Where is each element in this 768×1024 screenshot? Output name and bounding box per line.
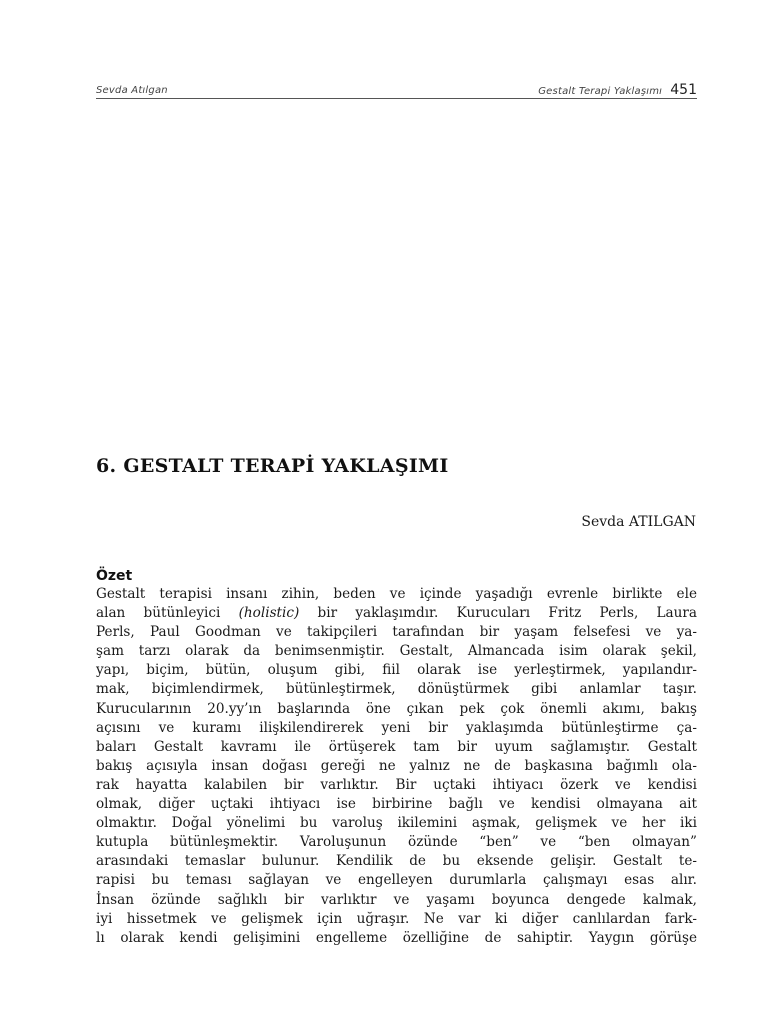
abstract-line: açısını ve kuramı ilişkilendirerek yeni bir yaklaşımda bütünleştirme ça- <box>96 719 697 736</box>
chapter-author: Sevda ATILGAN <box>581 514 696 530</box>
abstract-italic-term: (holistic) <box>238 605 300 622</box>
abstract-line: alan bütünleyici (holistic) bir yaklaşımdır. Kurucuları Fritz Perls, Laura <box>96 605 698 622</box>
running-header-title: Gestalt Terapi Yaklaşımı <box>538 86 663 97</box>
abstract-line: mak, biçimlendirmek, bütünleştirmek, dönüştürmek gibi anlamlar taşır. <box>96 681 697 698</box>
abstract-body <box>96 585 697 948</box>
abstract-line: olmaktır. Doğal yönelimi bu varoluş ikilemini aşmak, gelişmek ve her iki <box>96 815 697 832</box>
abstract-line: rapisi bu teması sağlayan ve engelleyen durumlarla çalışmayı esas alır. <box>96 872 697 889</box>
abstract-line: bakış açısıyla insan doğası gereği ne yalnız ne de başkasına bağımlı ola- <box>96 757 697 774</box>
abstract-line: şam tarzı olarak da benimsenmiştir. Gestalt, Almancada isim olarak şekil, <box>96 643 697 660</box>
abstract-line: baları Gestalt kavramı ile örtüşerek tam bir uyum sağlamıştır. Gestalt <box>96 738 697 755</box>
abstract-line: Perls, Paul Goodman ve takipçileri tarafından bir yaşam felsefesi ve ya- <box>96 624 697 641</box>
running-header-author: Sevda Atılgan <box>96 85 168 96</box>
abstract-line: yapı, biçim, bütün, oluşum gibi, fiil olarak ise yerleştirmek, yapılandır- <box>96 662 697 679</box>
chapter-title: 6. GESTALT TERAPİ YAKLAŞIMI <box>96 455 449 477</box>
abstract-line: İnsan özünde sağlıklı bir varlıktır ve yaşamı boyunca dengede kalmak, <box>96 891 697 908</box>
abstract-line: Kurucularının 20.yy’ın başlarında öne çıkan pek çok önemli akımı, bakış <box>96 700 697 717</box>
abstract-line: lı olarak kendi gelişimini engelleme özelliğine de sahiptir. Yaygın görüşe <box>96 929 697 946</box>
abstract-line: iyi hissetmek ve gelişmek için uğraşır. Ne var ki diğer canlılardan fark- <box>96 910 697 927</box>
abstract-line: arasındaki temaslar bulunur. Kendilik de bu eksende gelişir. Gestalt te- <box>96 853 697 870</box>
abstract-line: rak hayatta kalabilen bir varlıktır. Bir uçtaki ihtiyacı özerk ve kendisi <box>96 776 697 793</box>
abstract-line: olmak, diğer uçtaki ihtiyacı ise birbirine bağlı ve kendisi olmayana ait <box>96 796 697 813</box>
running-header <box>96 80 697 99</box>
abstract-line: kutupla bütünleşmektir. Varoluşunun özünde “ben” ve “ben olmayan” <box>96 834 697 851</box>
running-header-right <box>538 79 697 98</box>
abstract-heading: Özet <box>96 568 133 584</box>
page-number: 451 <box>670 82 697 98</box>
abstract-line: Gestalt terapisi insanı zihin, beden ve içinde yaşadığı evrenle birlikte ele <box>96 586 697 602</box>
